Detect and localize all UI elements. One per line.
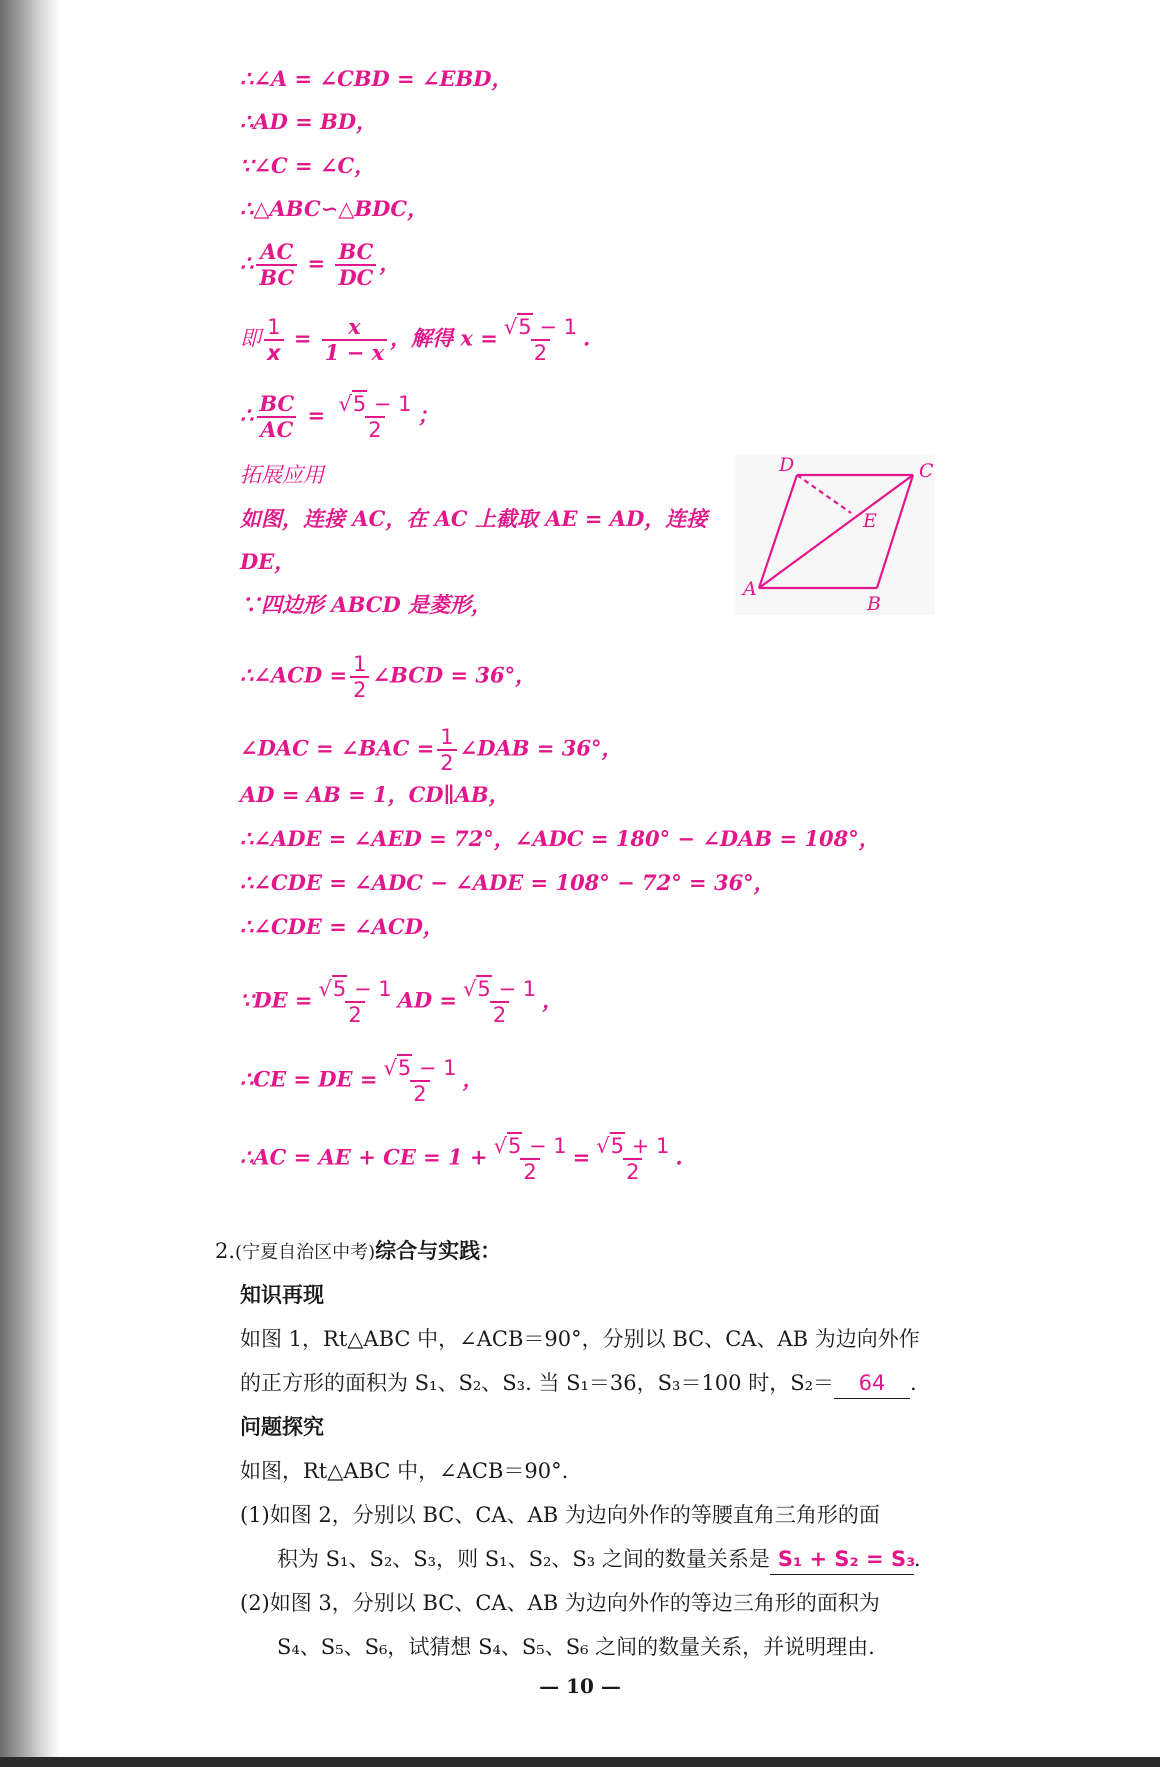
extension-line-2: DE， xyxy=(240,549,296,574)
solution-line-10: AD = AB = 1，CD∥AB， xyxy=(240,782,510,807)
section-explore: 问题探究 xyxy=(240,1415,324,1439)
problem-para-2: 如图，Rt△ABC 中，∠ACB＝90°. xyxy=(240,1459,569,1483)
label-a: A xyxy=(743,578,757,600)
solution-line-9: ∠DAC = ∠BAC = $\frac{1}{2}$ ∠DAB = 36°， xyxy=(240,725,623,775)
bottom-bar xyxy=(0,1757,1160,1767)
solution-line-5: ∴ $\frac{AC}{BC}$ = $\frac{BC}{DC}$ ， xyxy=(240,239,401,290)
label-c: C xyxy=(919,460,934,482)
extension-line-1: 如图，连接 AC，在 AC 上截取 AE = AD，连接 xyxy=(240,506,708,531)
solution-line-8: ∴∠ACD = $\frac{1}{2}$ ∠BCD = 36°， xyxy=(240,652,537,702)
solution-line-2: ∴AD = BD， xyxy=(240,109,378,134)
extension-title: 拓展应用 xyxy=(240,463,324,487)
solution-line-6: 即 $\frac{1}{x}$ = $\frac{x}{1 - x}$ ，解得 x = $\frac{√5 - 1}{2}$ . xyxy=(240,314,591,365)
solution-line-4: ∴△ABC∽△BDC， xyxy=(240,196,429,221)
question-1a: (1)如图 2，分别以 BC、CA、AB 为边向外作的等腰直角三角形的面 xyxy=(240,1503,880,1527)
answer-relation: S₁ + S₂ = S₃ xyxy=(777,1547,916,1571)
question-2a: (2)如图 3，分别以 BC、CA、AB 为边向外作的等边三角形的面积为 xyxy=(240,1591,880,1615)
answer-s2: 64 xyxy=(858,1371,886,1395)
label-b: B xyxy=(867,593,881,615)
label-e: E xyxy=(863,510,877,532)
rhombus-figure xyxy=(735,455,935,615)
solution-line-12: ∴∠CDE = ∠ADC − ∠ADE = 108° − 72° = 36°， xyxy=(240,870,775,895)
problem-2-heading: 2.(宁夏自治区中考)综合与实践： xyxy=(215,1239,502,1263)
solution-line-1: ∴∠A = ∠CBD = ∠EBD， xyxy=(240,66,513,91)
section-knowledge: 知识再现 xyxy=(240,1283,324,1307)
solution-line-15: ∴CE = DE = $\frac{√5 - 1}{2}$ ， xyxy=(240,1056,484,1106)
solution-line-14: ∵DE = $\frac{√5 - 1}{2}$ AD = $\frac{√5 - 1}{2}$ ， xyxy=(240,977,564,1027)
problem-para-1b: 的正方形的面积为 S₁、S₂、S₃. 当 S₁＝36，S₃＝100 时，S₂＝ 64 . xyxy=(240,1368,917,1399)
extension-line-3: ∵四边形 ABCD 是菱形， xyxy=(240,592,492,617)
solution-line-7: ∴ $\frac{BC}{AC}$ = $\frac{√5 - 1}{2}$ ； xyxy=(240,391,439,442)
solution-line-13: ∴∠CDE = ∠ACD， xyxy=(240,914,444,939)
question-2b: S₄、S₅、S₆，试猜想 S₄、S₅、S₆ 之间的数量关系，并说明理由. xyxy=(277,1635,875,1659)
question-1b: 积为 S₁、S₂、S₃，则 S₁、S₂、S₃ 之间的数量关系是 S₁ + S₂ = S₃. xyxy=(277,1544,921,1575)
solution-line-16: ∴AC = AE + CE = 1 + $\frac{√5 - 1}{2}$ = $\frac{√5 + 1}{2}$ . xyxy=(240,1134,683,1184)
label-d: D xyxy=(779,455,795,476)
page-edge-shadow xyxy=(0,0,60,1767)
page-number: — 10 — xyxy=(539,1674,621,1698)
problem-para-1a: 如图 1，Rt△ABC 中，∠ACB＝90°，分别以 BC、CA、AB 为边向外作 xyxy=(240,1327,920,1351)
solution-line-11: ∴∠ADE = ∠AED = 72°，∠ADC = 180° − ∠DAB = 108°， xyxy=(240,826,880,851)
solution-line-3: ∵∠C = ∠C， xyxy=(240,153,376,178)
